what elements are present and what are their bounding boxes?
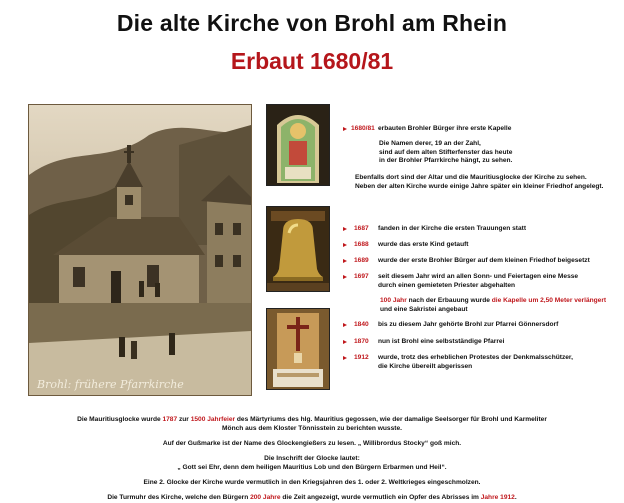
bullet-arrow-icon (343, 259, 347, 263)
timeline-year: 1840 (354, 321, 369, 328)
church-photo (28, 104, 252, 396)
footer-paragraph-1: Die Mauritiusglocke wurde 1787 zur 1500 Jahrfeier des Märtyriums des hlg. Mauritius gegossen, wie der damalige Seelsorger für Brohl und Karmeliter (77, 416, 547, 423)
bullet-arrow-icon (343, 227, 347, 231)
footer-paragraph-2: Auf der Gußmarke ist der Name des Glockengießers zu lesen. „ Willibrordus Stocky“ goß mich. (162, 440, 462, 447)
timeline-text: bis zu diesem Jahr gehörte Brohl zur Pfarrei Gönnersdorf (378, 321, 559, 328)
altar-photo (266, 308, 330, 390)
timeline-text: nun ist Brohl eine selbstständige Pfarrei (378, 338, 505, 345)
bullet-arrow-icon (343, 127, 347, 131)
bell-photo (266, 206, 330, 292)
timeline-year: 1688 (354, 241, 369, 248)
footer-paragraph-3a: Die Inschrift der Glocke lautet: (264, 455, 360, 462)
extension-note: 100 Jahr nach der Erbauung wurde die Kapelle um 2,50 Meter verlängert (380, 297, 607, 304)
section1-line2: Die Namen derer, 19 an der Zahl, (379, 140, 481, 147)
section1-line1: erbauten Brohler Bürger ihre erste Kapelle (378, 125, 512, 132)
stained-glass-window-photo (266, 104, 330, 186)
timeline-text-cont: durch einen gemieteten Priester abgehalten (378, 281, 516, 289)
timeline-year: 1870 (354, 338, 369, 345)
timeline-text: wurde, trotz des erheblichen Protestes der Denkmalsschützer, (378, 354, 573, 361)
section1-line4: in der Brohler Pfarrkirche hängt, zu sehen. (379, 157, 513, 164)
bullet-arrow-icon (343, 243, 347, 247)
footer-paragraph-1b: Mönch aus dem Kloster Tönnisstein zu berichten wusste. (222, 424, 402, 432)
section1-line6: Neben der alten Kirche wurde einige Jahre später ein kleiner Friedhof angelegt. (355, 182, 604, 190)
footer-paragraph-4: Eine 2. Glocke der Kirche wurde vermutlich in den Kriegsjahren des 1. oder 2. Weltkrieges eingeschmolzen. (143, 479, 481, 486)
footer-paragraph-5: Die Turmuhr des Kirche, welche den Bürgern 200 Jahre die Zeit angezeigt, wurde vermutlich ein Opfer des Abrisses im Jahre 1912. (107, 494, 517, 501)
timeline-text: seit diesem Jahr wird an allen Sonn- und Feiertagen eine Messe (378, 273, 579, 280)
timeline-year: 1687 (354, 225, 369, 232)
footer-paragraph-3b: „ Gott sei Ehr, denn dem heiligen Mauritius Lob und den Bürgern Erbarmen und Heil“. (177, 463, 447, 471)
bullet-arrow-icon (343, 340, 347, 344)
timeline-year: 1912 (354, 354, 369, 361)
photo-caption: Brohl: frühere Pfarrkirche (37, 378, 184, 391)
page-subtitle: Erbaut 1680/81 (230, 48, 394, 74)
section1-line5: Ebenfalls dort sind der Altar und die Mauritiusglocke der Kirche zu sehen. (355, 174, 587, 181)
page-title: Die alte Kirche von Brohl am Rhein (116, 10, 508, 36)
extension-note-line2: und eine Sakristei angebaut (380, 305, 468, 313)
timeline-year: 1697 (354, 273, 369, 280)
bullet-arrow-icon (343, 275, 347, 279)
bullet-arrow-icon (343, 323, 347, 327)
timeline-text: wurde das erste Kind getauft (378, 241, 469, 248)
timeline-year: 1689 (354, 257, 369, 264)
section1-year: 1680/81 (351, 125, 375, 132)
timeline-text: fanden in der Kirche die ersten Trauungen statt (378, 225, 527, 232)
timeline-text: wurde der erste Brohler Bürger auf dem kleinen Friedhof beigesetzt (378, 257, 590, 264)
section1-line3: sind auf dem alten Stifterfenster das heute (379, 148, 513, 156)
bullet-arrow-icon (343, 356, 347, 360)
timeline-text-cont: die Kirche übereilt abgerissen (378, 362, 473, 370)
